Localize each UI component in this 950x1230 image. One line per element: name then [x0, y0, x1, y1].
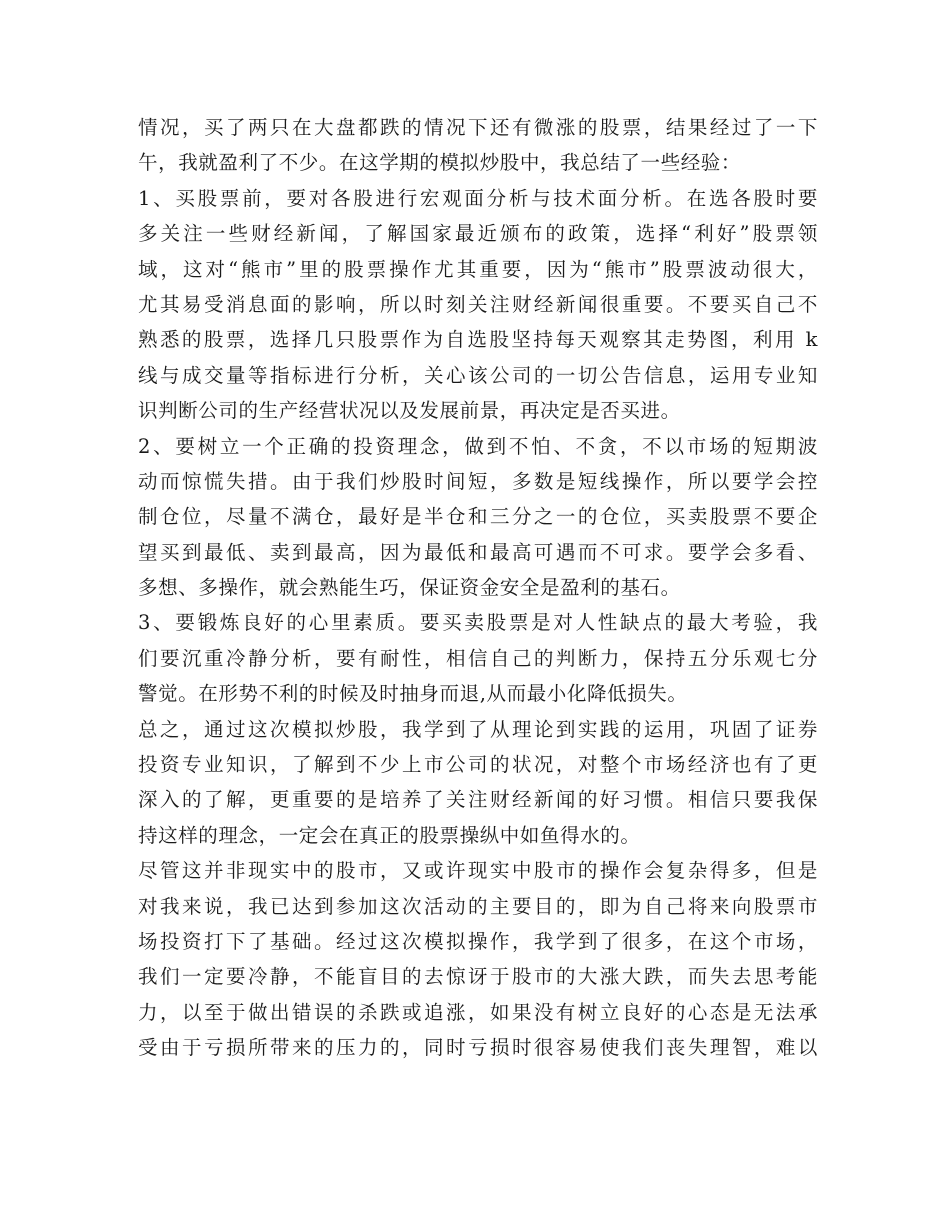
text-line: 我们一定要冷静，不能盲目的去惊讶于股市的大涨大跌，而失去思考能	[138, 965, 818, 989]
text-line: 尽管这并非现实中的股市，又或许现实中股市的操作会复杂得多，但是	[138, 859, 818, 883]
text-line: 持这样的理念，一定会在真正的股票操纵中如鱼得水的。	[138, 823, 641, 847]
text-line: 识判断公司的生产经营状况以及发展前景，再决定是否买进。	[138, 399, 681, 423]
text-line: 投资专业知识，了解到不少上市公司的状况，对整个市场经济也有了更	[138, 753, 818, 777]
text-line: 望买到最低、卖到最高，因为最低和最高可遇而不可求。要学会多看、	[138, 540, 818, 564]
body-text	[138, 110, 818, 1066]
text-line: 受由于亏损所带来的压力的，同时亏损时很容易使我们丧失理智，难以	[138, 1036, 818, 1060]
text-line: 情况，买了两只在大盘都跌的情况下还有微涨的股票，结果经过了一下	[138, 116, 818, 139]
text-line: 场投资打下了基础。经过这次模拟操作，我学到了很多，在这个市场，	[138, 929, 818, 953]
text-line: 制仓位，尽量不满仓，最好是半仓和三分之一的仓位，买卖股票不要企	[138, 505, 818, 529]
text-line: 们要沉重冷静分析，要有耐性，相信自己的判断力，保持五分乐观七分	[138, 646, 818, 670]
text-line: 多想、多操作，就会熟能生巧，保证资金安全是盈利的基石。	[138, 576, 681, 600]
text-line: 力，以至于做出错误的杀跌或追涨，如果没有树立良好的心态是无法承	[138, 1000, 818, 1024]
text-line: 线与成交量等指标进行分析，关心该公司的一切公告信息，运用专业知	[138, 363, 818, 387]
text-line: 3、要锻炼良好的心里素质。要买卖股票是对人性缺点的最大考验，我	[138, 611, 818, 635]
text-line: 熟悉的股票，选择几只股票作为自选股坚持每天观察其走势图，利用 k	[138, 328, 818, 352]
text-line: 多关注一些财经新闻，了解国家最近颁布的政策，选择“利好”股票领	[138, 222, 818, 246]
text-line: 总之，通过这次模拟炒股，我学到了从理论到实践的运用，巩固了证券	[138, 717, 818, 741]
text-line: 域，这对“熊市”里的股票操作尤其重要，因为“熊市”股票波动很大，	[138, 257, 818, 281]
text-line: 2、要树立一个正确的投资理念，做到不怕、不贪，不以市场的短期波	[138, 434, 818, 458]
text-line: 尤其易受消息面的影响，所以时刻关注财经新闻很重要。不要买自己不	[138, 292, 818, 316]
text-line: 动而惊慌失措。由于我们炒股时间短，多数是短线操作，所以要学会控	[138, 469, 818, 493]
text-line: 对我来说，我已达到参加这次活动的主要目的，即为自己将来向股票市	[138, 894, 818, 918]
text-line: 午，我就盈利了不少。在这学期的模拟炒股中，我总结了一些经验：	[138, 151, 742, 175]
text-line: 1、买股票前，要对各股进行宏观面分析与技术面分析。在选各股时要	[138, 186, 818, 210]
text-line: 警觉。在形势不利的时候及时抽身而退,从而最小化降低损失。	[138, 682, 688, 706]
text-line: 深入的了解，更重要的是培养了关注财经新闻的好习惯。相信只要我保	[138, 788, 818, 812]
